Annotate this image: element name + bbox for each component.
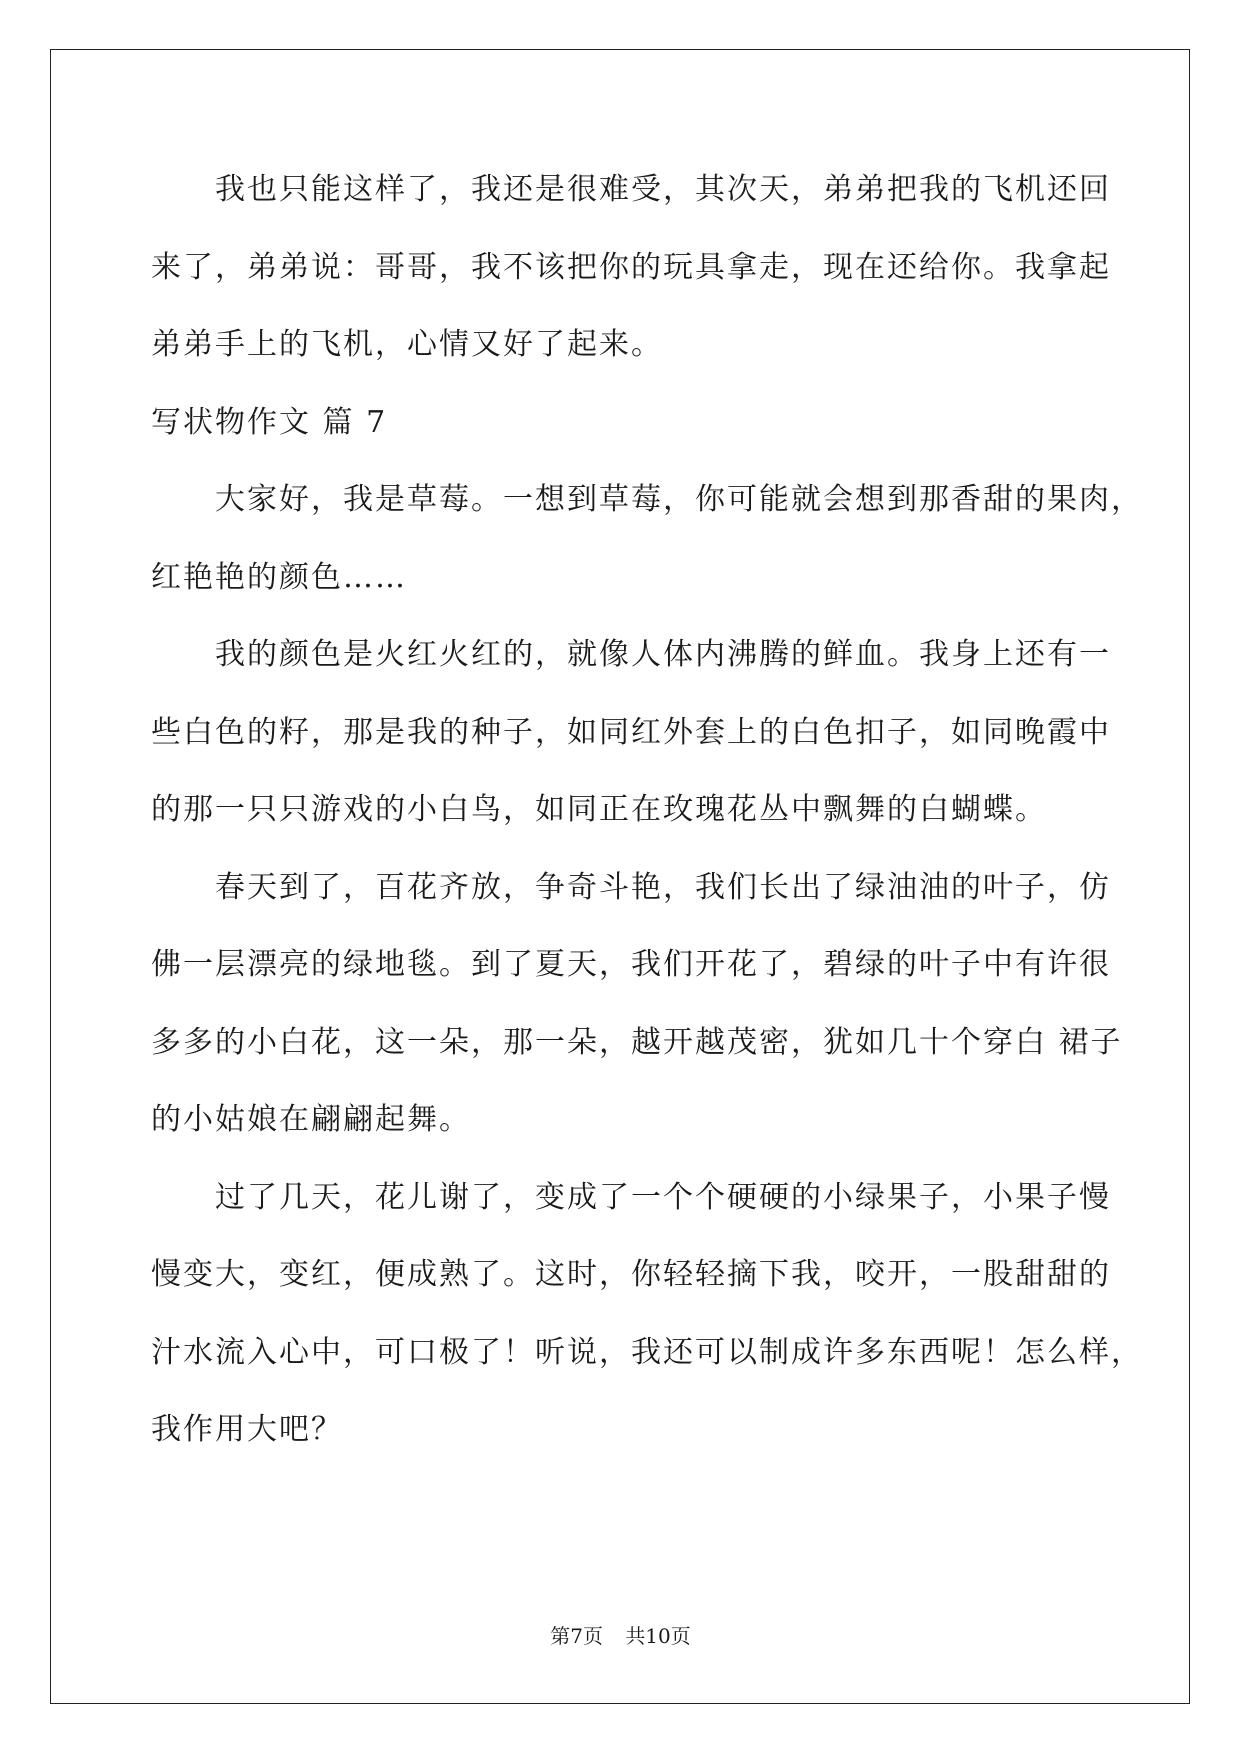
paragraph-3-line-1: 我的颜色是火红火红的，就像人体内沸腾的鲜血。我身上还有一 [215,637,1111,672]
page-footer [0,1624,1241,1648]
paragraph-5-line-2: 慢变大，变红，便成熟了。这时，你轻轻摘下我，咬开，一股甜甜的 [151,1257,1111,1292]
paragraph-5-line-4: 我作用大吧？ [151,1412,343,1447]
paragraph-1-line-3: 弟弟手上的飞机，心情又好了起来。 [151,327,663,362]
paragraph-4-line-1: 春天到了，百花齐放，争奇斗艳，我们长出了绿油油的叶子，仿 [215,870,1111,905]
paragraph-5-line-1: 过了几天，花儿谢了，变成了一个个硬硬的小绿果子，小果子慢 [215,1180,1111,1215]
paragraph-1-line-2: 来了，弟弟说：哥哥，我不该把你的玩具拿走，现在还给你。我拿起 [151,250,1111,285]
paragraph-2-line-2: 红艳艳的颜色…… [151,560,407,595]
paragraph-4-line-4: 的小姑娘在翩翩起舞。 [151,1102,471,1137]
paragraph-1-line-1: 我也只能这样了，我还是很难受，其次天，弟弟把我的飞机还回 [215,172,1111,207]
page-total: 共10页 [625,1624,691,1648]
paragraph-3-line-3: 的那一只只游戏的小白鸟，如同正在玫瑰花丛中飘舞的白蝴蝶。 [151,792,1047,827]
page-number: 第7页 [550,1624,603,1648]
paragraph-4-line-3: 多多的小白花，这一朵，那一朵，越开越茂密，犹如几十个穿白 裙子 [151,1025,1123,1060]
paragraph-2-line-1: 大家好，我是草莓。一想到草莓，你可能就会想到那香甜的果肉， [215,482,1143,517]
paragraph-5-line-3: 汁水流入心中，可口极了！听说，我还可以制成许多东西呢！怎么样， [151,1335,1143,1370]
paragraph-3-line-2: 些白色的籽，那是我的种子，如同红外套上的白色扣子，如同晚霞中 [151,715,1111,750]
paragraph-4-line-2: 佛一层漂亮的绿地毯。到了夏天，我们开花了，碧绿的叶子中有许很 [151,947,1111,982]
section-heading: 写状物作文 篇 7 [151,405,388,440]
